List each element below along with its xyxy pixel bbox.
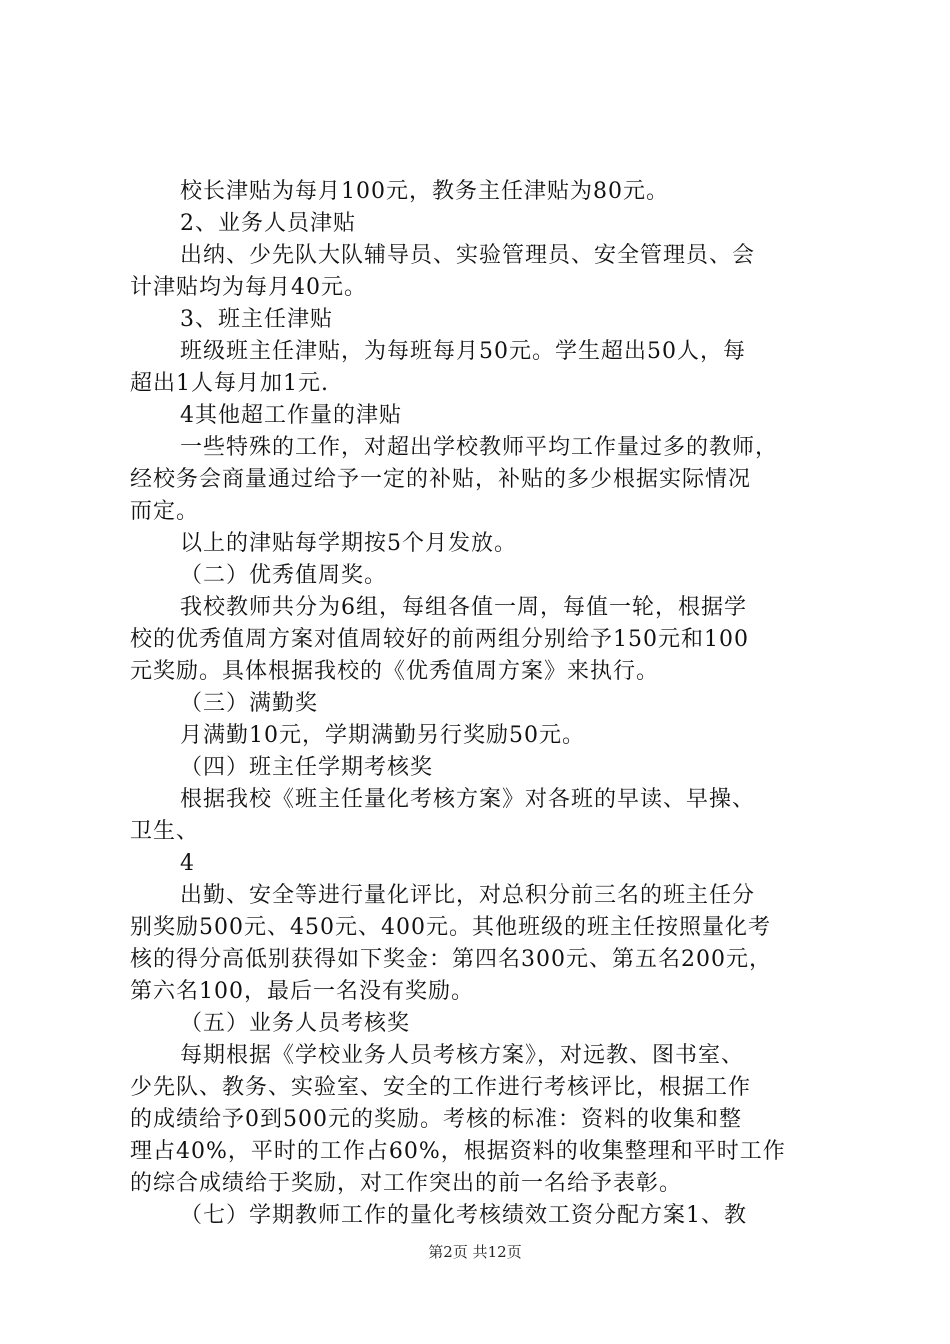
body-line: 出纳、少先队大队辅导员、实验管理员、安全管理员、会: [180, 243, 756, 268]
body-line: 经校务会商量通过给予一定的补贴，补贴的多少根据实际情况: [130, 467, 752, 492]
body-line: 4: [180, 851, 195, 876]
body-line: 第六名100，最后一名没有奖励。: [130, 979, 474, 1004]
section-heading: 4其他超工作量的津贴: [180, 403, 402, 428]
body-line: 的综合成绩给于奖励，对工作突出的前一名给予表彰。: [130, 1171, 683, 1196]
section-heading: （四）班主任学期考核奖: [180, 755, 434, 780]
body-line: 月满勤10元，学期满勤另行奖励50元。: [180, 723, 585, 748]
section-heading: （二）优秀值周奖。: [180, 563, 388, 588]
body-line: 一些特殊的工作，对超出学校教师平均工作量过多的教师，: [180, 435, 779, 460]
body-line: 计津贴均为每月40元。: [130, 275, 367, 300]
body-line: 班级班主任津贴，为每班每月50元。学生超出50人，每: [180, 339, 746, 364]
section-heading: 3、班主任津贴: [180, 307, 333, 332]
body-line: 的成绩给予0到500元的奖励。考核的标准：资料的收集和整: [130, 1107, 742, 1132]
body-line: 根据我校《班主任量化考核方案》对各班的早读、早操、: [180, 787, 756, 812]
body-line: 超出1人每月加1元.: [130, 371, 329, 396]
section-heading: （五）业务人员考核奖: [180, 1011, 411, 1036]
body-line: 少先队、教务、实验室、安全的工作进行考核评比，根据工作: [130, 1075, 752, 1100]
body-line: 卫生、: [130, 819, 200, 844]
body-line: 理占40%，平时的工作占60%，根据资料的收集整理和平时工作: [130, 1139, 786, 1164]
body-line: 以上的津贴每学期按5个月发放。: [180, 531, 517, 556]
body-line: 出勤、安全等进行量化评比，对总积分前三名的班主任分: [180, 883, 756, 908]
body-line: 而定。: [130, 499, 200, 524]
body-line: 元奖励。具体根据我校的《优秀值周方案》来执行。: [130, 659, 660, 684]
body-line: 每期根据《学校业务人员考核方案》，对远教、图书室、: [180, 1043, 745, 1068]
page-footer: 第2页 共12页: [428, 1243, 522, 1261]
body-line: 核的得分高低别获得如下奖金：第四名300元、第五名200元，: [130, 947, 772, 972]
body-line: 校的优秀值周方案对值周较好的前两组分别给予150元和100: [130, 627, 749, 652]
body-line: 我校教师共分为6组，每组各值一周，每值一轮，根据学: [180, 595, 747, 620]
section-heading: 2、业务人员津贴: [180, 211, 356, 236]
body-line: 校长津贴为每月100元，教务主任津贴为80元。: [180, 179, 669, 204]
section-heading: （三）满勤奖: [180, 691, 319, 716]
body-line: 别奖励500元、450元、400元。其他班级的班主任按照量化考: [130, 915, 771, 940]
section-heading: （七）学期教师工作的量化考核绩效工资分配方案1、教: [180, 1203, 747, 1228]
